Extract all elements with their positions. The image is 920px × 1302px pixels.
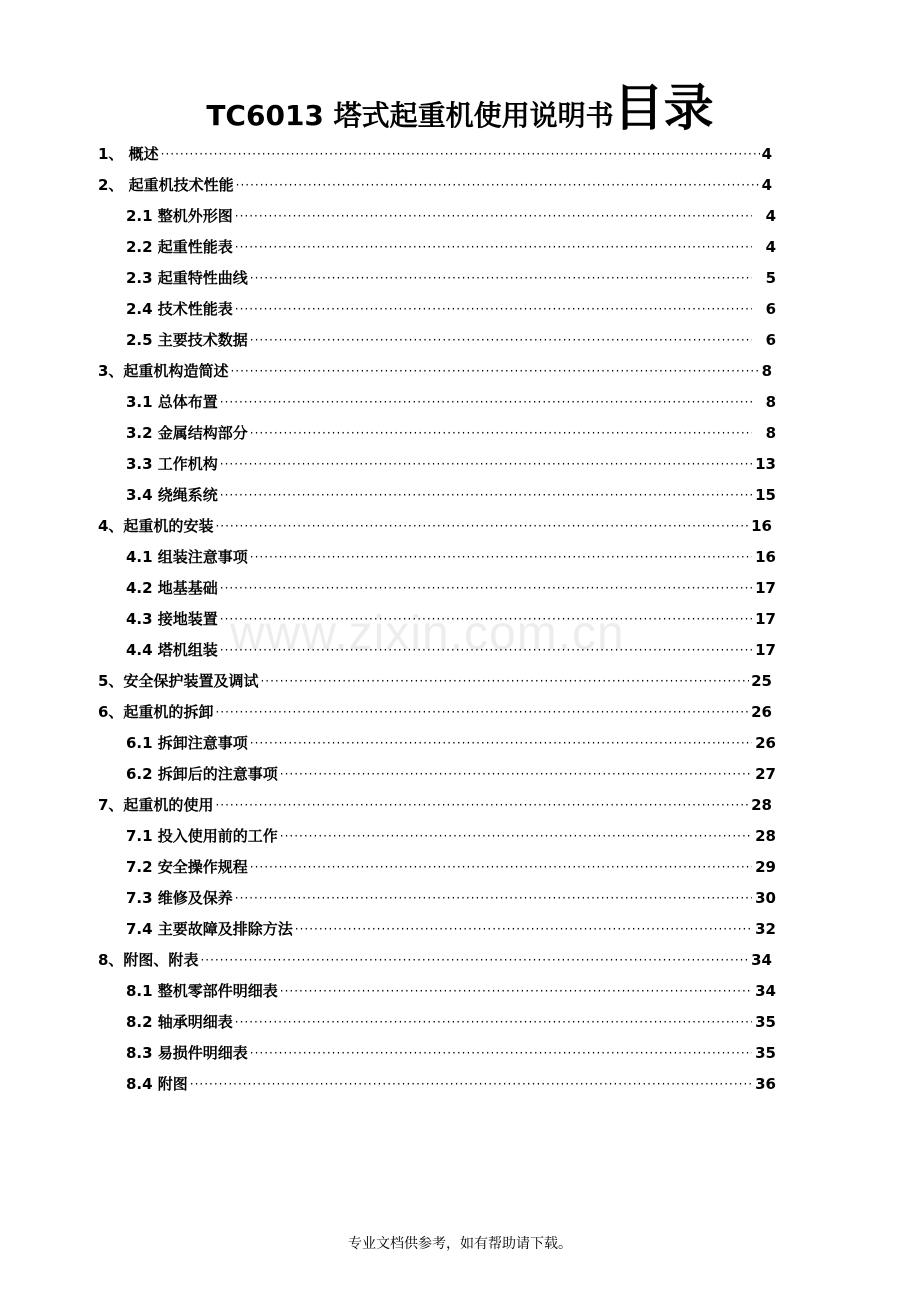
toc-entry-page: 30 <box>755 888 776 907</box>
toc-leader-dots <box>250 736 752 750</box>
toc-entry[interactable] <box>126 1068 776 1099</box>
toc-entry[interactable] <box>126 913 776 944</box>
toc-entry-page: 8 <box>761 361 772 380</box>
toc-leader-dots <box>190 1077 752 1091</box>
toc-leader-dots <box>161 147 760 161</box>
toc-leader-dots <box>250 333 752 347</box>
toc-leader-dots <box>235 209 752 223</box>
toc-leader-dots <box>250 550 752 564</box>
toc-leader-dots <box>220 488 752 502</box>
toc-entry-label: 2.1 整机外形图 <box>126 207 233 225</box>
toc-entry-page: 32 <box>755 919 776 938</box>
toc-entry-label: 6.2 拆卸后的注意事项 <box>126 765 278 783</box>
toc-leader-dots <box>215 705 749 719</box>
toc-entry-label: 7.3 维修及保养 <box>126 889 233 907</box>
toc-entry[interactable] <box>126 417 776 448</box>
toc-entry-page: 4 <box>761 144 772 163</box>
toc-entry[interactable] <box>126 820 776 851</box>
toc-entry-label: 3.3 工作机构 <box>126 455 218 473</box>
toc-entry[interactable] <box>126 1006 776 1037</box>
toc-leader-dots <box>235 302 752 316</box>
toc-entry-page: 6 <box>765 330 776 349</box>
title-contents: 目录 <box>613 79 714 137</box>
toc-entry-label: 2.5 主要技术数据 <box>126 331 248 349</box>
toc-entry-label: 2.3 起重特性曲线 <box>126 269 248 287</box>
toc-leader-dots <box>200 953 749 967</box>
toc-entry[interactable] <box>126 231 776 262</box>
toc-leader-dots <box>295 922 752 936</box>
toc-entry-label: 4.2 地基基础 <box>126 579 218 597</box>
toc-entry-label: 4.3 接地装置 <box>126 610 218 628</box>
toc-leader-dots <box>250 860 752 874</box>
toc-leader-dots <box>235 240 752 254</box>
toc-entry-page: 4 <box>765 206 776 225</box>
toc-entry-label: 4.1 组装注意事项 <box>126 548 248 566</box>
watermark: www.zixin.com.cn <box>230 607 625 660</box>
toc-leader-dots <box>220 581 752 595</box>
toc-entry-page: 16 <box>755 547 776 566</box>
toc-entry-label: 3、起重机构造简述 <box>98 362 229 380</box>
toc-leader-dots <box>250 271 752 285</box>
toc-entry-label: 5、安全保护装置及调试 <box>98 672 259 690</box>
toc-entry-page: 34 <box>755 981 776 1000</box>
toc-leader-dots <box>215 519 749 533</box>
toc-entry[interactable] <box>98 665 772 696</box>
toc-entry-page: 26 <box>751 702 772 721</box>
toc-entry[interactable] <box>126 975 776 1006</box>
toc-leader-dots <box>280 829 752 843</box>
toc-leader-dots <box>236 178 760 192</box>
toc-entry-label: 8.1 整机零部件明细表 <box>126 982 278 1000</box>
toc-entry-label: 3.4 绕绳系统 <box>126 486 218 504</box>
toc-entry[interactable] <box>98 510 772 541</box>
toc-entry[interactable] <box>98 789 772 820</box>
toc-leader-dots <box>220 395 752 409</box>
toc-entry[interactable] <box>98 696 772 727</box>
toc-leader-dots <box>250 1046 752 1060</box>
toc-entry[interactable] <box>126 386 776 417</box>
toc-entry-page: 16 <box>751 516 772 535</box>
toc-entry[interactable] <box>98 138 772 169</box>
toc-entry-page: 15 <box>755 485 776 504</box>
toc-entry-page: 34 <box>751 950 772 969</box>
toc-leader-dots <box>235 891 752 905</box>
toc-entry[interactable] <box>126 851 776 882</box>
toc-entry-label: 2.4 技术性能表 <box>126 300 233 318</box>
toc-leader-dots <box>220 457 752 471</box>
toc-entry-label: 7、起重机的使用 <box>98 796 214 814</box>
toc-entry-page: 17 <box>755 578 776 597</box>
toc-leader-dots <box>280 984 752 998</box>
toc-entry-label: 8.2 轴承明细表 <box>126 1013 233 1031</box>
toc-entry-label: 7.4 主要故障及排除方法 <box>126 920 293 938</box>
toc-entry[interactable] <box>98 944 772 975</box>
toc-entry-label: 3.1 总体布置 <box>126 393 218 411</box>
toc-entry-label: 8.3 易损件明细表 <box>126 1044 248 1062</box>
toc-entry-page: 6 <box>765 299 776 318</box>
toc-entry-page: 35 <box>755 1043 776 1062</box>
toc-entry-page: 28 <box>755 826 776 845</box>
toc-entry-page: 8 <box>765 423 776 442</box>
toc-entry-page: 25 <box>751 671 772 690</box>
toc-leader-dots <box>260 674 749 688</box>
toc-entry[interactable] <box>126 200 776 231</box>
toc-entry[interactable] <box>126 479 776 510</box>
toc-entry-label: 4.4 塔机组装 <box>126 641 218 659</box>
toc-entry[interactable] <box>126 293 776 324</box>
toc-entry-label: 2、 起重机技术性能 <box>98 176 234 194</box>
toc-entry-page: 28 <box>751 795 772 814</box>
toc-entry-label: 3.2 金属结构部分 <box>126 424 248 442</box>
toc-leader-dots <box>235 1015 752 1029</box>
page-footer: 专业文档供参考，如有帮助请下载。 <box>348 1236 572 1252</box>
toc-entry-label: 6、起重机的拆卸 <box>98 703 214 721</box>
page-title <box>0 68 920 140</box>
toc-leader-dots <box>250 426 752 440</box>
toc-entry[interactable] <box>126 572 776 603</box>
toc-entry[interactable] <box>126 882 776 913</box>
toc-entry-page: 4 <box>765 237 776 256</box>
toc-entry[interactable] <box>126 324 776 355</box>
toc-entry[interactable] <box>126 262 776 293</box>
toc-entry-label: 8、附图、附表 <box>98 951 199 969</box>
toc-entry-page: 4 <box>761 175 772 194</box>
toc-entry-page: 8 <box>765 392 776 411</box>
toc-entry-label: 6.1 拆卸注意事项 <box>126 734 248 752</box>
title-main: TC6013 塔式起重机使用说明书 <box>206 99 614 132</box>
toc-entry-page: 27 <box>755 764 776 783</box>
toc-entry-page: 35 <box>755 1012 776 1031</box>
toc-entry[interactable] <box>126 541 776 572</box>
toc-entry-page: 17 <box>755 609 776 628</box>
toc-leader-dots <box>230 364 759 378</box>
toc-leader-dots <box>215 798 749 812</box>
toc-entry-label: 2.2 起重性能表 <box>126 238 233 256</box>
toc-entry-label: 7.1 投入使用前的工作 <box>126 827 278 845</box>
toc-entry[interactable] <box>98 169 772 200</box>
toc-entry[interactable] <box>126 758 776 789</box>
toc-entry[interactable] <box>98 355 772 386</box>
toc-entry-page: 5 <box>765 268 776 287</box>
toc-entry[interactable] <box>126 448 776 479</box>
toc-entry-label: 4、起重机的安装 <box>98 517 214 535</box>
toc-entry-page: 36 <box>755 1074 776 1093</box>
toc-entry-label: 7.2 安全操作规程 <box>126 858 248 876</box>
toc-entry[interactable] <box>126 727 776 758</box>
toc-leader-dots <box>280 767 752 781</box>
toc-entry-page: 17 <box>755 640 776 659</box>
toc-entry-page: 26 <box>755 733 776 752</box>
toc-entry-label: 8.4 附图 <box>126 1075 188 1093</box>
toc-entry-page: 29 <box>755 857 776 876</box>
toc-entry[interactable] <box>126 1037 776 1068</box>
toc-entry-page: 13 <box>755 454 776 473</box>
toc-entry-label: 1、 概述 <box>98 145 159 163</box>
